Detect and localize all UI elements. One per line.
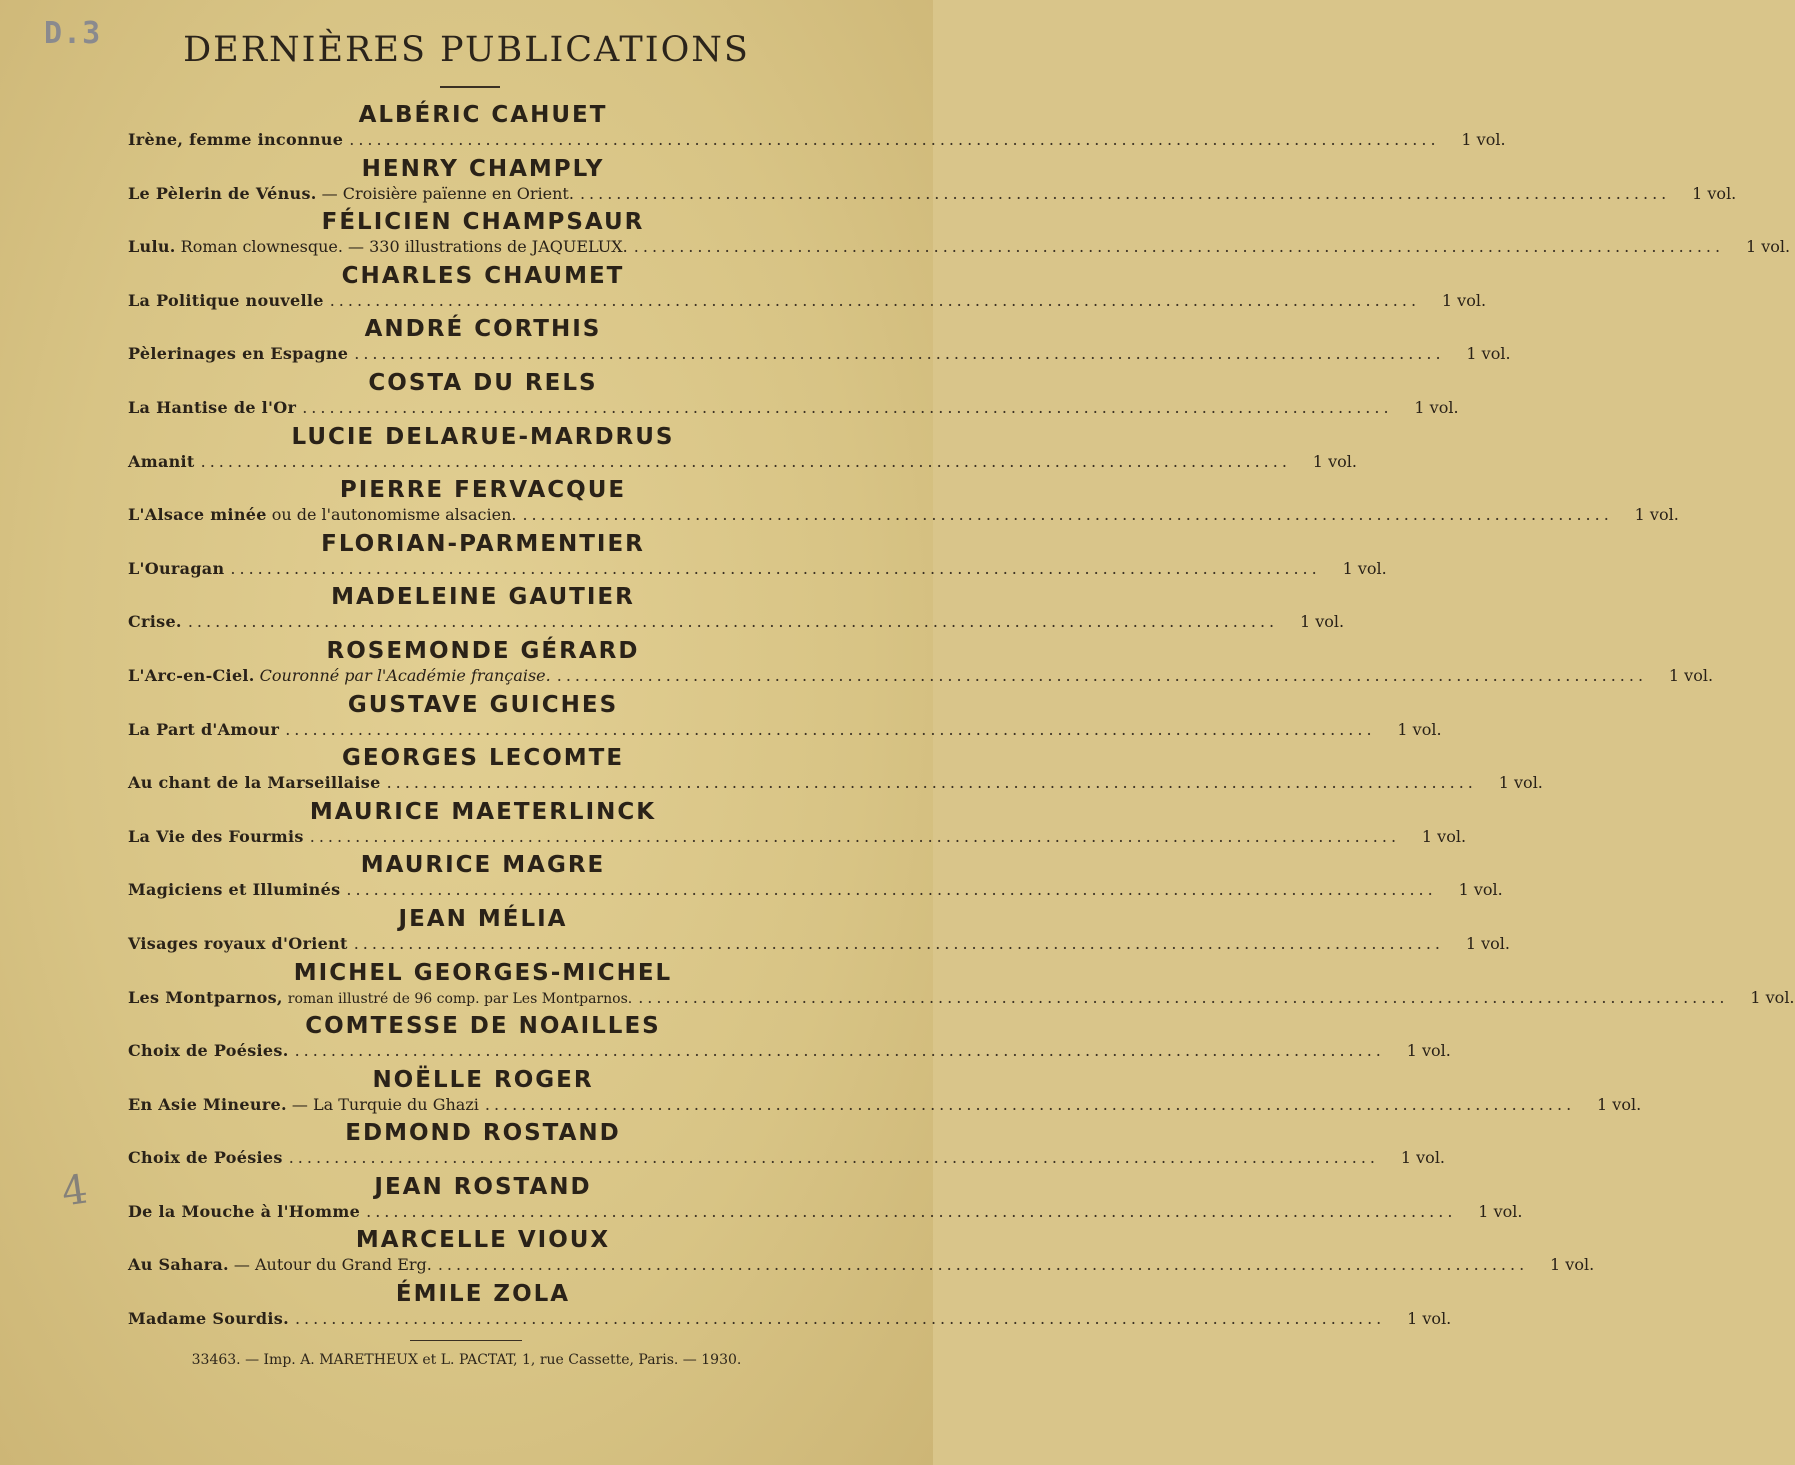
leader-dots: ........................................................................................................................ (522, 505, 1613, 525)
book-title: Crise. (128, 612, 182, 632)
shelf-stamp: D.3 (44, 16, 102, 51)
book-title: La Hantise de l'Or (128, 397, 297, 417)
publication-entry (128, 529, 1387, 583)
book-title: Magiciens et Illuminés (128, 880, 341, 900)
book-subtitle: roman illustré de 96 comp. par Les Montparnos. (287, 990, 633, 1007)
leader-dots: ........................................................................................................................ (353, 933, 1444, 953)
volume-count: 1 vol. (1414, 397, 1459, 417)
author-name: ANDRÉ CORTHIS (364, 316, 602, 343)
book-line (128, 880, 1503, 902)
author-name: ÉMILE ZOLA (395, 1281, 571, 1308)
leader-dots: ........................................................................................................................ (349, 130, 1440, 149)
author-name: JEAN ROSTAND (374, 1173, 592, 1200)
publication-entry (128, 1118, 1446, 1172)
publication-entry (128, 958, 1795, 1012)
publication-entry (128, 797, 1467, 851)
author-name: LUCIE DELARUE-MARDRUS (291, 423, 675, 450)
publication-entry (128, 904, 1510, 958)
book-line (128, 344, 1511, 366)
leader-dots: ........................................................................................................................ (386, 773, 1477, 793)
volume-count: 1 vol. (1550, 1255, 1595, 1275)
author-name: COSTA DU RELS (368, 369, 598, 396)
book-line (128, 130, 1506, 152)
leader-dots: ........................................................................................................................ (366, 1201, 1457, 1221)
author-name: ROSEMONDE GÉRARD (326, 637, 640, 664)
book-line (128, 1255, 1595, 1277)
book-title: Le Pèlerin de Vénus. (128, 183, 317, 203)
book-title: Pèlerinages en Espagne (128, 344, 349, 364)
volume-count: 1 vol. (1461, 130, 1506, 149)
title-rule (440, 86, 500, 88)
book-line (128, 826, 1467, 849)
leader-dots: ........................................................................................................................ (329, 290, 1421, 310)
author-name: MARCELLE VIOUX (355, 1227, 611, 1254)
publication-list (128, 100, 1795, 1333)
volume-count: 1 vol. (1312, 451, 1357, 471)
book-title: Madame Sourdis. (128, 1309, 289, 1329)
volume-count: 1 vol. (1634, 505, 1679, 525)
book-line (128, 505, 1679, 527)
book-line (128, 612, 1345, 634)
book-title: Lulu. (128, 237, 176, 257)
publication-entry (128, 743, 1543, 797)
printer-imprint: 33463. — Imp. A. MARETHEUX et L. PACTAT, 1, rue Cassette, Paris. — 1930. (191, 1352, 742, 1368)
publication-entry (128, 690, 1442, 744)
book-title: La Vie des Fourmis (128, 826, 304, 846)
author-name: MICHEL GEORGES-MICHEL (293, 959, 673, 986)
leader-dots: ........................................................................................................................ (484, 1094, 1576, 1114)
volume-count: 1 vol. (1406, 1041, 1451, 1061)
volume-count: 1 vol. (1397, 719, 1442, 739)
author-name: PIERRE FERVACQUE (339, 477, 627, 504)
book-title: Au chant de la Marseillaise (128, 773, 381, 793)
leader-dots: ........................................................................................................................ (354, 344, 1445, 364)
book-title: La Politique nouvelle (128, 290, 324, 310)
volume-count: 1 vol. (1342, 558, 1387, 578)
leader-dots: ........................................................................................................................ (285, 719, 1376, 739)
book-line (128, 665, 1714, 688)
author-name: MAURICE MAGRE (360, 852, 606, 879)
publication-entry (128, 475, 1679, 529)
volume-count: 1 vol. (1421, 826, 1467, 846)
volume-count: 1 vol. (1745, 237, 1791, 257)
author-name: JEAN MÉLIA (398, 905, 568, 932)
author-name: CHARLES CHAUMET (341, 262, 625, 289)
book-subtitle: Couronné par l'Académie française. (259, 665, 551, 685)
volume-count: 1 vol. (1458, 880, 1503, 900)
book-title: Amanit (128, 451, 195, 471)
leader-dots: ........................................................................................................................ (437, 1255, 1529, 1275)
publication-entry (128, 368, 1459, 422)
book-title: Visages royaux d'Orient (128, 933, 348, 953)
author-name: HENRY CHAMPLY (361, 155, 605, 182)
volume-count: 1 vol. (1668, 665, 1714, 685)
book-line (128, 1094, 1642, 1117)
handwritten-mark: 4 (58, 1166, 91, 1216)
book-subtitle: Roman clownesque. — 330 illustrations de JAQUELUX. (180, 237, 628, 257)
book-subtitle: — La Turquie du Ghazi (291, 1094, 479, 1114)
publication-entry (128, 1225, 1595, 1279)
book-line (128, 558, 1387, 581)
footer-rule (410, 1340, 522, 1341)
book-line (128, 773, 1543, 795)
book-line (128, 1041, 1451, 1063)
book-title: En Asie Mineure. (128, 1094, 287, 1114)
book-line (128, 1201, 1523, 1224)
leader-dots: ........................................................................................................................ (556, 665, 1648, 685)
volume-count: 1 vol. (1498, 773, 1543, 793)
volume-count: 1 vol. (1465, 933, 1510, 953)
publication-entry (128, 1172, 1523, 1226)
leader-dots: ........................................................................................................................ (294, 1309, 1386, 1329)
leader-dots: ........................................................................................................................ (288, 1148, 1380, 1168)
publication-entry (128, 100, 1506, 154)
volume-count: 1 vol. (1597, 1094, 1642, 1114)
book-title: L'Alsace minée (128, 505, 267, 525)
volume-count: 1 vol. (1400, 1148, 1446, 1168)
book-line (128, 719, 1442, 742)
volume-count: 1 vol. (1750, 987, 1795, 1007)
author-name: NOËLLE ROGER (372, 1066, 594, 1093)
book-title: Les Montparnos, (128, 987, 283, 1007)
book-subtitle: — Croisière païenne en Orient. (321, 183, 574, 203)
author-name: FÉLICIEN CHAMPSAUR (321, 209, 645, 236)
author-name: MAURICE MAETERLINCK (309, 798, 657, 825)
book-title: Choix de Poésies. (128, 1041, 289, 1061)
book-line (128, 933, 1510, 956)
book-title: La Part d'Amour (128, 719, 280, 739)
publication-entry (128, 636, 1714, 690)
leader-dots: ........................................................................................................................ (302, 397, 1393, 417)
volume-count: 1 vol. (1466, 344, 1511, 364)
book-line (128, 1309, 1452, 1331)
book-subtitle: — Autour du Grand Erg. (233, 1255, 432, 1275)
book-line (128, 290, 1487, 313)
leader-dots: ........................................................................................................................ (579, 183, 1671, 203)
leader-dots: ........................................................................................................................ (230, 558, 1321, 578)
leader-dots: ........................................................................................................................ (294, 1041, 1385, 1061)
publication-entry (128, 1065, 1642, 1119)
author-name: EDMOND ROSTAND (345, 1120, 621, 1147)
book-title: De la Mouche à l'Homme (128, 1201, 361, 1221)
book-line (128, 1148, 1446, 1170)
book-line (128, 397, 1459, 420)
book-line (128, 183, 1737, 206)
author-name: COMTESSE DE NOAILLES (305, 1013, 661, 1040)
leader-dots: ........................................................................................................................ (633, 237, 1725, 257)
author-name: GEORGES LECOMTE (341, 745, 625, 772)
book-line (128, 237, 1791, 259)
book-line (128, 987, 1795, 1010)
publication-entry (128, 1011, 1451, 1065)
leader-dots: ........................................................................................................................ (200, 451, 1291, 471)
publication-entry (128, 314, 1511, 368)
book-title: L'Arc-en-Ciel. (128, 665, 255, 685)
leader-dots: ........................................................................................................................ (187, 612, 1279, 632)
book-title: Irène, femme inconnue (128, 130, 344, 149)
volume-count: 1 vol. (1478, 1201, 1523, 1221)
publication-entry (128, 1279, 1452, 1333)
author-name: FLORIAN-PARMENTIER (321, 530, 645, 557)
volume-count: 1 vol. (1441, 290, 1487, 310)
leader-dots: ........................................................................................................................ (638, 987, 1729, 1007)
book-title: Choix de Poésies (128, 1148, 283, 1168)
book-title: L'Ouragan (128, 558, 225, 578)
book-title: Au Sahara. (128, 1255, 229, 1275)
page-title: DERNIÈRES PUBLICATIONS (183, 30, 750, 70)
book-subtitle: ou de l'autonomisme alsacien. (271, 505, 517, 525)
leader-dots: ........................................................................................................................ (346, 880, 1437, 900)
author-name: MADELEINE GAUTIER (331, 584, 635, 611)
volume-count: 1 vol. (1692, 183, 1737, 203)
publication-entry (128, 207, 1791, 261)
volume-count: 1 vol. (1407, 1309, 1452, 1329)
publication-entry (128, 850, 1503, 904)
publication-entry (128, 422, 1357, 476)
author-name: ALBÉRIC CAHUET (358, 102, 608, 128)
publication-entry (128, 582, 1345, 636)
author-name: GUSTAVE GUICHES (347, 691, 619, 718)
publication-entry (128, 154, 1737, 208)
leader-dots: ........................................................................................................................ (309, 826, 1401, 846)
book-line (128, 451, 1357, 474)
volume-count: 1 vol. (1299, 612, 1345, 632)
publication-entry (128, 261, 1487, 315)
